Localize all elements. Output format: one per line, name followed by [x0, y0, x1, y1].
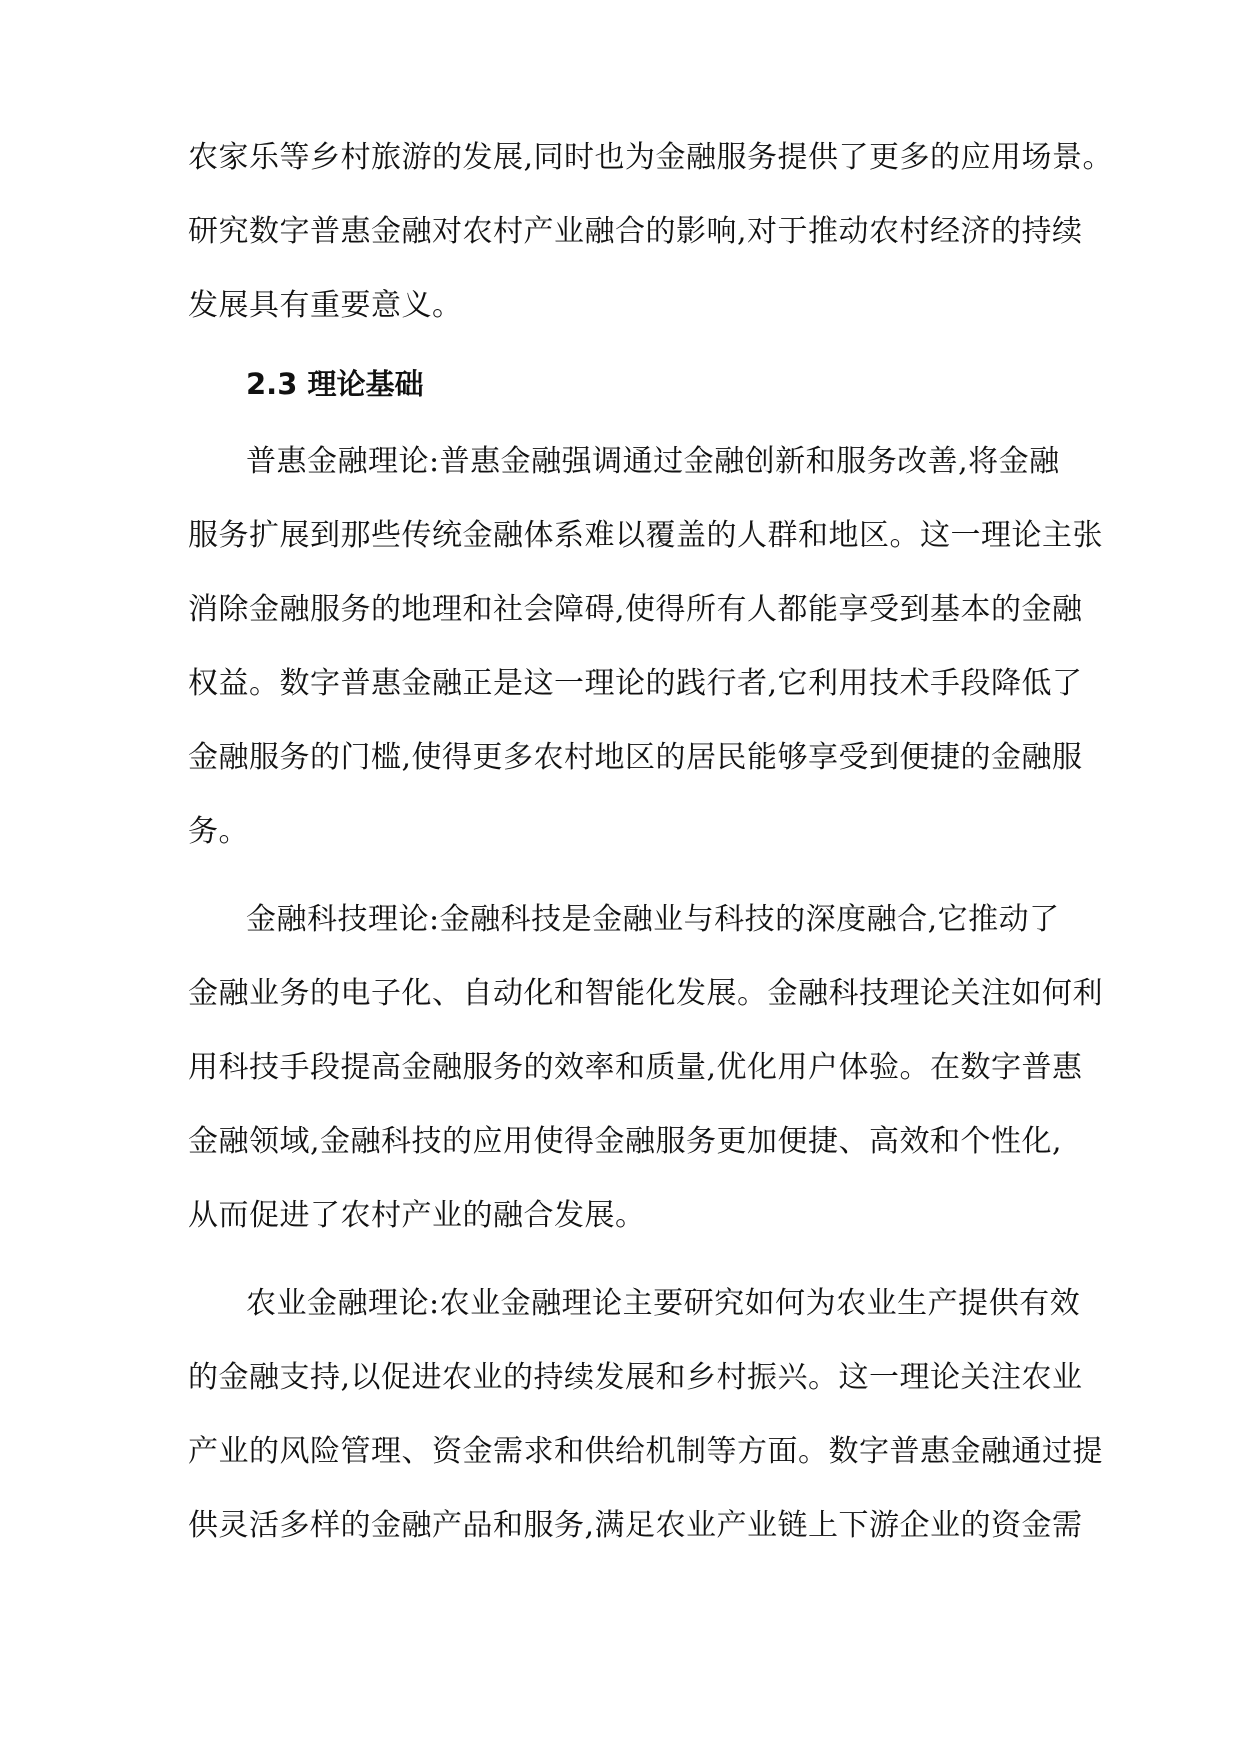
text-line: 消除金融服务的地理和社会障碍,使得所有人都能享受到基本的金融 [188, 592, 1083, 627]
text-line: 权益。数字普惠金融正是这一理论的践行者,它利用技术手段降低了 [188, 666, 1083, 701]
text-line: 农业金融理论:农业金融理论主要研究如何为农业生产提供有效 [246, 1286, 1081, 1321]
text-line: 金融服务的门槛,使得更多农村地区的居民能够享受到便捷的金融服 [188, 740, 1083, 775]
text-line: 发展具有重要意义。 [188, 288, 463, 323]
text-line: 普惠金融理论:普惠金融强调通过金融创新和服务改善,将金融 [246, 444, 1060, 479]
text-line: 服务扩展到那些传统金融体系难以覆盖的人群和地区。这一理论主张 [188, 518, 1103, 553]
text-line: 金融科技理论:金融科技是金融业与科技的深度融合,它推动了 [246, 902, 1060, 937]
section-heading: 2.3 理论基础 [246, 367, 424, 401]
text-line: 务。 [188, 814, 249, 849]
text-line: 金融领域,金融科技的应用使得金融服务更加便捷、高效和个性化, [188, 1124, 1063, 1159]
text-line: 供灵活多样的金融产品和服务,满足农业产业链上下游企业的资金需 [188, 1508, 1083, 1543]
text-line: 农家乐等乡村旅游的发展,同时也为金融服务提供了更多的应用场景。 [188, 140, 1114, 175]
text-line: 研究数字普惠金融对农村产业融合的影响,对于推动农村经济的持续 [188, 214, 1083, 249]
text-line: 从而促进了农村产业的融合发展。 [188, 1198, 646, 1233]
text-line: 用科技手段提高金融服务的效率和质量,优化用户体验。在数字普惠 [188, 1050, 1083, 1085]
text-line: 产业的风险管理、资金需求和供给机制等方面。数字普惠金融通过提 [188, 1434, 1103, 1469]
text-line: 金融业务的电子化、自动化和智能化发展。金融科技理论关注如何利 [188, 976, 1103, 1011]
text-line: 的金融支持,以促进农业的持续发展和乡村振兴。这一理论关注农业 [188, 1360, 1083, 1395]
